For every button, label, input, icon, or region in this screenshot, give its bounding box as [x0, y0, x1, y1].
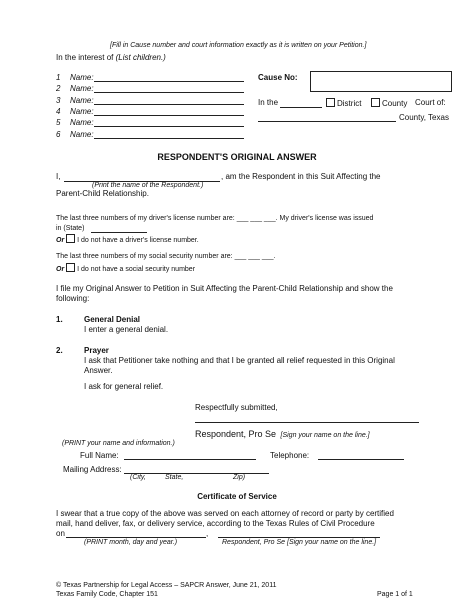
- on-label: on: [56, 529, 65, 538]
- child-number: 1: [56, 73, 61, 82]
- date-comma: ,: [206, 529, 209, 538]
- ssn-line: The last three numbers of my social security number are: ___ ___ ___.: [56, 253, 276, 260]
- child-number: 3: [56, 95, 61, 105]
- cause-no-label: Cause No:: [258, 73, 298, 82]
- interest-of-text: In the interest of: [56, 53, 114, 62]
- child-number: 2: [56, 84, 61, 94]
- district-checkbox[interactable]: [326, 98, 335, 107]
- child-name-line[interactable]: [94, 126, 244, 127]
- no-license-checkbox[interactable]: [66, 234, 75, 243]
- child-name-line[interactable]: [94, 92, 244, 93]
- section-2-heading: Prayer: [84, 346, 109, 355]
- cert-respondent-label: [222, 539, 376, 546]
- county-name-line[interactable]: [258, 121, 396, 122]
- signature-line[interactable]: [195, 422, 419, 423]
- section-1-text: I enter a general denial.: [84, 325, 169, 334]
- footer-copyright: © Texas Partnership for Legal Access – SAPCR Answer, June 21, 2011: [56, 582, 277, 589]
- full-name-line[interactable]: [124, 459, 256, 460]
- cert-line-2: mail, hand deliver, fax, or delivery service, according to the Texas Rules of Civil Procedure: [56, 519, 375, 528]
- district-label: District: [337, 99, 362, 108]
- child-name-label: Name:: [70, 106, 94, 116]
- no-ssn-option[interactable]: [56, 263, 195, 273]
- cert-title: Certificate of Service: [197, 492, 277, 501]
- telephone-line[interactable]: [318, 459, 404, 460]
- section-1-num: 1.: [56, 315, 63, 324]
- intro-relationship: Parent-Child Relationship.: [56, 189, 149, 198]
- child-name-line[interactable]: [94, 138, 244, 139]
- section-2-num: 2.: [56, 346, 63, 355]
- top-instruction: [Fill in Cause number and court information exactly as it is written on your Petition.]: [110, 42, 367, 49]
- file-statement-1: I file my Original Answer to Petition in Suit Affecting the Parent-Child Relationship and show the: [56, 284, 393, 293]
- footer-family-code: Texas Family Code, Chapter 151: [56, 591, 158, 598]
- license-state-label: in (State): [56, 225, 85, 232]
- child-name-label: Name:: [70, 129, 94, 139]
- addr-city: (City,: [130, 474, 146, 481]
- in-the-label: In the: [258, 98, 279, 107]
- no-license-option[interactable]: [56, 234, 199, 244]
- child-name-label: Name:: [70, 73, 94, 82]
- cert-sign-hint: [Sign your name on the line.]: [287, 539, 377, 546]
- cert-line-1: I swear that a true copy of the above was served on each attorney of record or party by certified: [56, 509, 394, 518]
- county-label: County: [382, 99, 408, 108]
- page-number: Page 1 of 1: [377, 591, 413, 598]
- no-license-label: I do not have a driver's license number.: [77, 237, 199, 244]
- court-of-label: Court of:: [415, 98, 446, 107]
- section-1-heading: General Denial: [84, 315, 141, 324]
- court-number-line[interactable]: [280, 107, 322, 108]
- respondent-sign-label: [195, 424, 370, 442]
- or-label-ssn: Or: [56, 266, 65, 273]
- general-relief: I ask for general relief.: [84, 382, 164, 391]
- print-month-hint: (PRINT month, day and year.): [84, 539, 178, 546]
- list-children-hint: (List children.): [115, 53, 166, 62]
- child-name-line[interactable]: [94, 115, 244, 116]
- child-name-label: Name:: [70, 84, 94, 94]
- county-option[interactable]: [371, 98, 407, 108]
- section-2-text-2: Answer.: [84, 366, 113, 375]
- cause-no-field[interactable]: [310, 71, 452, 92]
- page-title: RESPONDENT'S ORIGINAL ANSWER: [157, 152, 317, 162]
- county-checkbox[interactable]: [371, 98, 380, 107]
- cert-respondent-pro-se: Respondent, Pro Se: [222, 539, 286, 546]
- child-number: 5: [56, 118, 61, 128]
- date-line[interactable]: [66, 537, 206, 538]
- file-statement-2: following:: [56, 294, 90, 303]
- full-name-label: Full Name:: [80, 451, 119, 460]
- child-name-label: Name:: [70, 118, 94, 128]
- license-line: The last three numbers of my driver's license number are: ___ ___ ___. My driver's license was issued: [56, 215, 374, 222]
- license-state-line[interactable]: [91, 232, 147, 233]
- sign-hint: [Sign your name on the line.]: [280, 432, 370, 439]
- child-number: 6: [56, 129, 61, 139]
- print-name-hint: (Print the name of the Respondent.): [92, 182, 204, 189]
- county-texas-label: County, Texas: [399, 113, 449, 122]
- cert-signature-line[interactable]: [218, 537, 380, 538]
- no-ssn-label: I do not have a social security number: [77, 266, 196, 273]
- intro-i: I,: [56, 172, 61, 181]
- mailing-label: Mailing Address:: [63, 465, 122, 474]
- child-name-line[interactable]: [94, 81, 244, 82]
- respondent-pro-se: Respondent, Pro Se: [195, 429, 277, 439]
- child-name-label: Name:: [70, 95, 94, 105]
- addr-state: State,: [165, 474, 184, 481]
- telephone-label: Telephone:: [270, 451, 310, 460]
- intro-am-respondent: , am the Respondent in this Suit Affecting the: [221, 172, 381, 181]
- interest-of-label: [56, 53, 166, 62]
- child-name-line[interactable]: [94, 104, 244, 105]
- no-ssn-checkbox[interactable]: [66, 263, 75, 272]
- or-label: Or: [56, 237, 65, 244]
- district-option[interactable]: [326, 98, 361, 108]
- addr-zip: Zip): [233, 474, 246, 481]
- child-number: 4: [56, 106, 61, 116]
- print-info-hint: (PRINT your name and information.): [62, 440, 175, 447]
- section-2-text-1: I ask that Petitioner take nothing and that I be granted all relief requested in this Original: [84, 356, 395, 365]
- respectfully-submitted: Respectfully submitted,: [195, 403, 278, 412]
